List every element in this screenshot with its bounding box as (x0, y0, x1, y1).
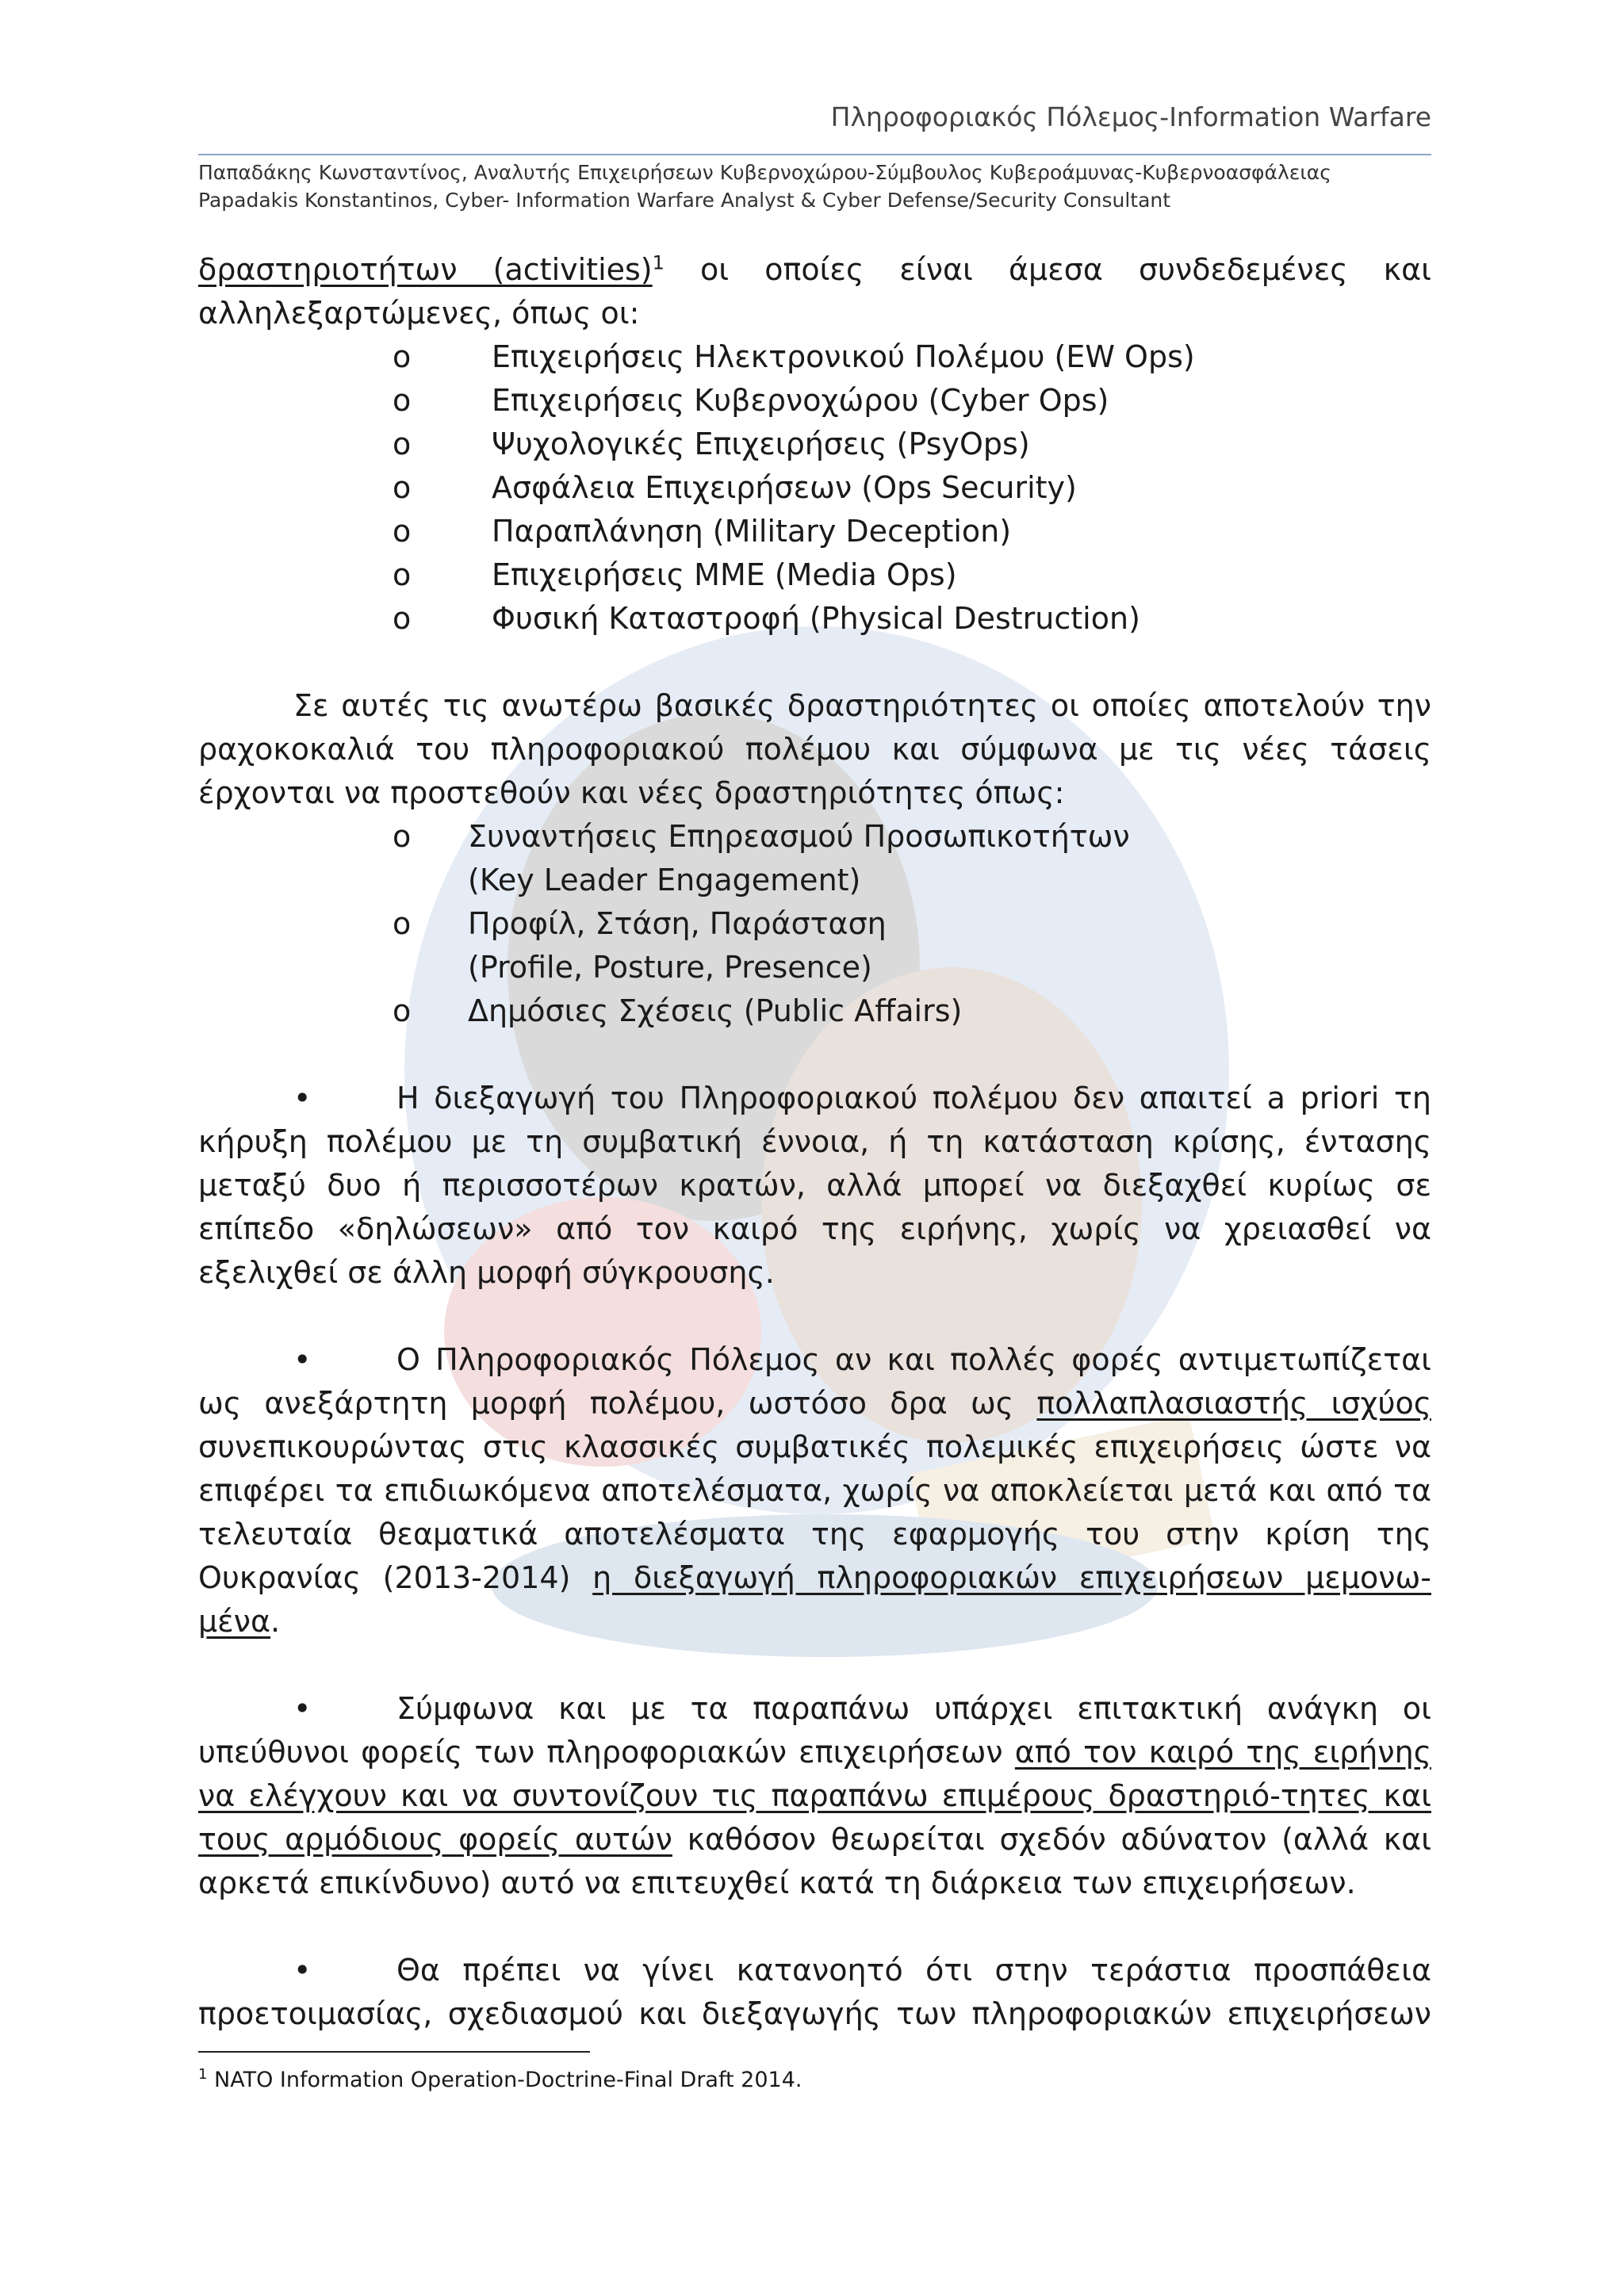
list-item: o Ψυχολογικές Επιχειρήσεις (PsyOps) (393, 427, 1030, 461)
header-title: Πληροφοριακός Πόλεμος-Information Warfare (830, 101, 1431, 132)
author-greek: Παπαδάκης Κωνσταντίνος, Αναλυτής Επιχειρήσεων Κυβερνοχώρου-Σύμβουλος Κυβεροάμυνας-Κυβερνοασφάλειας (198, 161, 1331, 184)
list-item: o Επιχειρήσεις Κυβερνοχώρου (Cyber Ops) (393, 383, 1109, 418)
bullet-icon: • (293, 1342, 312, 1377)
list-item: o Δημόσιες Σχέσεις (Public Affairs) (393, 993, 963, 1028)
document-body (198, 248, 1431, 2036)
footnote: $^1$ NATO Information Operation-Doctrine-Final Draft 2014. (198, 2066, 802, 2092)
new-activity-list: o Συναντήσεις Επηρεασμού Προσωπικοτήτων (Key Leader Engagement) o Προφίλ, Στάση, Παράσταση (Profile, Posture, Presence) o Δημόσιες Σχέσεις (Public Affairs) (198, 815, 1431, 1033)
intro-paragraph: δραστηριοτήτων (activities)$^1$ οι οποίες είναι άμεσα συνδεδεμένες και αλληλεξαρτώμενες, όπως οι: (198, 251, 1431, 331)
bullet-icon: • (293, 1953, 312, 1988)
header-author (198, 159, 1331, 214)
author-english: Papadakis Konstantinos, Cyber- Information Warfare Analyst & Cyber Defense/Security Consultant (198, 189, 1171, 212)
activity-list (198, 335, 1431, 641)
list-item: o Φυσική Καταστροφή (Physical Destruction) (393, 601, 1140, 636)
header-divider (198, 154, 1431, 155)
list-item: o Παραπλάνηση (Military Deception) (393, 514, 1012, 549)
bullet-paragraph: • Σύμφωνα και με τα παραπάνω υπάρχει επιτακτική ανάγκη οι υπεύθυνοι φορείς των πληροφοριακών επιχειρήσεων από τον καιρό της ειρήνης να ελέγχουν και να συντονίζουν τις παραπάνω επιμέρους δραστηριό-τητες και τους αρμόδιους φορείς αυτών καθόσον θεωρείται σχεδόν αδύνατον (αλλά και αρκετά επικίνδυνο) αυτό να επιτευχθεί κατά τη διάρκεια των επιχειρήσεων. (198, 1687, 1431, 1905)
bullet-icon: • (293, 1081, 312, 1115)
list-item: o Επιχειρήσεις Ηλεκτρονικού Πολέμου (EW Ops) (393, 339, 1195, 374)
footnote-divider (198, 2051, 590, 2053)
list-item: o Συναντήσεις Επηρεασμού Προσωπικοτήτων (393, 819, 1130, 854)
bullet-paragraph: • Η διεξαγωγή του Πληροφοριακού πολέμου δεν απαιτεί a priori τη κήρυξη πολέμου με τη συμβατική έννοια, ή τη κατάσταση κρίσης, έντασης μεταξύ δυο ή περισσοτέρων κρατών, αλλά μπορεί να διεξαχθεί κυρίως σε επίπεδο «δηλώσεων» από τον καιρό της ειρήνης, χωρίς να χρειασθεί να εξελιχθεί σε άλλη μορφή σύγκρουσης. (198, 1077, 1431, 1295)
list-item: o Επιχειρήσεις ΜΜΕ (Media Ops) (393, 557, 957, 592)
list-item: o Προφίλ, Στάση, Παράσταση (393, 906, 887, 941)
bullet-icon: • (293, 1691, 312, 1726)
list-item: o Ασφάλεια Επιχειρήσεων (Ops Security) (393, 470, 1077, 505)
activities-term: δραστηριοτήτων (activities) (198, 252, 653, 287)
bullet-paragraph: • Θα πρέπει να γίνει κατανοητό ότι στην τεράστια προσπάθεια προετοιμασίας, σχεδιασμού και διεξαγωγής των πληροφοριακών επιχειρήσεων (198, 1949, 1431, 2036)
footnote-ref: 1 (652, 251, 665, 274)
bullet-paragraph: • Ο Πληροφοριακός Πόλεμος αν και πολλές φορές αντιμετωπίζεται ως ανεξάρτητη μορφή πολέμου, ωστόσο δρα ως πολλαπλασιαστής ισχύος συνεπικουρώντας στις κλασσικές συμβατικές πολεμικές επιχειρήσεις ώστε να επιφέρει τα επιδιωκόμενα αποτελέσματα, χωρίς να αποκλείεται μετά και από τα τελευταία θεαματικά αποτελέσματα της εφαρμογής του στην κρίση της Ουκρανίας (2013-2014) η διεξαγωγή πληροφοριακών επιχειρήσεων μεμονω-μένα. (198, 1338, 1431, 1644)
backbone-paragraph: Σε αυτές τις ανωτέρω βασικές δραστηριότητες οι οποίες αποτελούν την ραχοκοκαλιά του πληροφοριακού πολέμου και σύμφωνα με τις νέες τάσεις έρχονται να προστεθούν και νέες δραστηριότητες όπως: (198, 688, 1431, 810)
